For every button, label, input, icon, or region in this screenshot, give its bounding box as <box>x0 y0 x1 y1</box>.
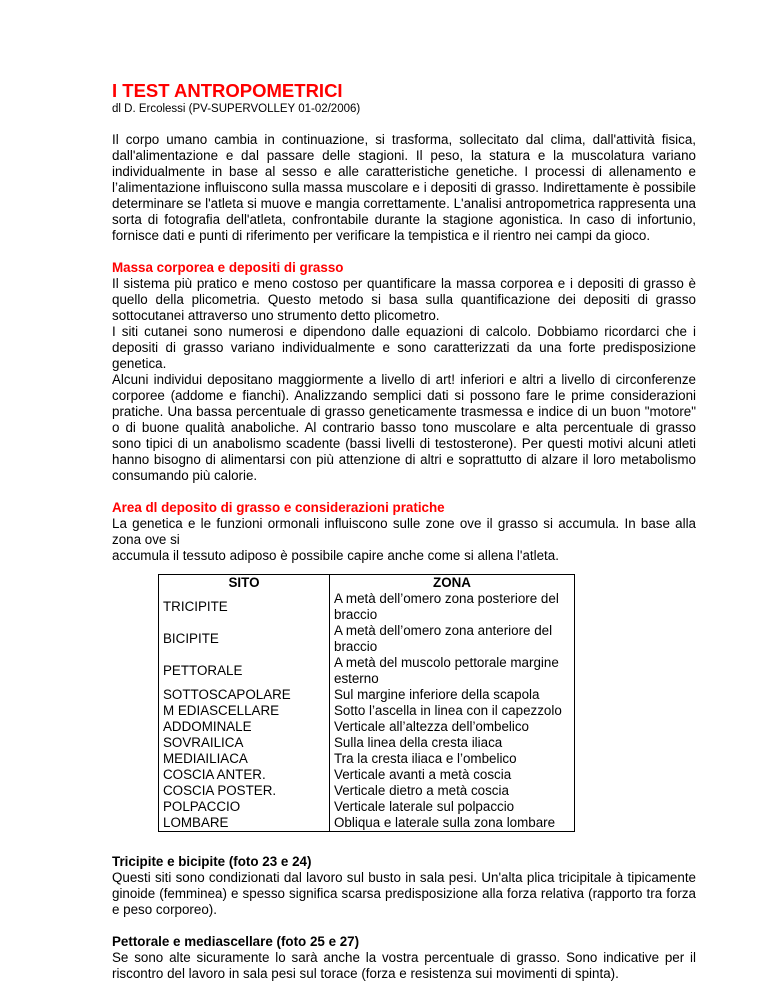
table-cell-site: SOVRAILICA <box>159 735 330 751</box>
table-row <box>159 703 575 719</box>
table-header-zone: ZONA <box>330 575 575 592</box>
table-cell-site: COSCIA POSTER. <box>159 783 330 799</box>
table-cell-site: LOMBARE <box>159 815 330 832</box>
table-row <box>159 767 575 783</box>
table-cell-zone: Sotto l’ascella in linea con il capezzolo <box>330 703 575 719</box>
table-cell-zone: A metà del muscolo pettorale margine esterno <box>330 655 575 687</box>
section-body-mass <box>112 260 696 484</box>
section-body-mass-paragraph-3: Alcuni individui depositano maggiormente a livello di art! inferiori e altri a livello di circonferenze corporee (addome e fianchi). Analizzando semplici dati si possono fare le prime considerazioni pratiche. Una bassa percentuale di grasso geneticamente trasmessa e indice di un buon "motore" o di buone qualità anaboliche. Al contrario basso tono muscolare e alta percentuale di grasso sono tipici di un anabolismo scadente (bassi livelli di testosterone). Per questi motivi alcuni atleti hanno bisogno di alimentarsi con più attenzione di altri e soprattutto di alzare il loro metabolismo consumando più calorie. <box>112 372 696 483</box>
table-row <box>159 735 575 751</box>
table-row <box>159 719 575 735</box>
table-row <box>159 815 575 832</box>
table-cell-site: ADDOMINALE <box>159 719 330 735</box>
table-cell-site: M EDIASCELLARE <box>159 703 330 719</box>
section-pectoral-heading: Pettorale e mediascellare (foto 25 e 27) <box>112 934 360 949</box>
section-triceps-biceps-paragraph: Questi siti sono condizionati dal lavoro sul busto in sala pesi. Un'alta plica tricipitale à tipicamente ginoide (femminea) e spesso significa scarsa predisposizione alla forza relativa (rapporto tra forza e peso corporeo). <box>112 870 696 917</box>
table-header-site: SITO <box>159 575 330 592</box>
table-row <box>159 751 575 767</box>
section-pectoral <box>112 934 696 982</box>
intro-paragraph: Il corpo umano cambia in continuazione, si trasforma, sollecitato dal clima, dall'attività fisica, dall'alimentazione e dal passare delle stagioni. Il peso, la statura e la muscolatura variano individualmente in base al sesso e alle caratteristiche genetiche. I processi di allenamento e l’alimentazione influiscono sulla massa muscolare e i depositi di grasso. Indirettamente è possibile determinare se l'atleta si muove e mangia correttamente. L'analisi antropometrica rappresenta una sorta di fotografia dell'atleta, confrontabile durante la stagione agonistica. In caso di infortunio, fornisce dati e punti di riferimento per verificare la tempistica e il rientro nei campi da gioco. <box>112 132 696 243</box>
section-triceps-biceps <box>112 854 696 918</box>
section-pectoral-paragraph: Se sono alte sicuramente lo sarà anche la vostra percentuale di grasso. Sono indicative per il riscontro del lavoro in sala pesi sul torace (forza e resistenza sui movimenti di spinta). <box>112 950 696 981</box>
table-row <box>159 687 575 703</box>
table-cell-zone: Verticale all’altezza dell’ombelico <box>330 719 575 735</box>
table-cell-zone: Sulla linea della cresta iliaca <box>330 735 575 751</box>
table-cell-zone: Verticale dietro a metà coscia <box>330 783 575 799</box>
table-cell-zone: Tra la cresta iliaca e l’ombelico <box>330 751 575 767</box>
section-body-mass-heading: Massa corporea e depositi di grasso <box>112 260 344 275</box>
section-fat-area <box>112 500 696 564</box>
table-row <box>159 655 575 687</box>
table-cell-site: SOTTOSCAPOLARE <box>159 687 330 703</box>
table-cell-zone: Obliqua e laterale sulla zona lombare <box>330 815 575 832</box>
section-fat-area-line-1: La genetica e le funzioni ormonali influiscono sulle zone ove il grasso si accumula. In base alla zona ove si <box>112 516 696 547</box>
table-cell-site: MEDIAILIACA <box>159 751 330 767</box>
table-cell-site: POLPACCIO <box>159 799 330 815</box>
table-row <box>159 623 575 655</box>
table-cell-zone: Verticale laterale sul polpaccio <box>330 799 575 815</box>
section-body-mass-paragraph-1: Il sistema più pratico e meno costoso per quantificare la massa corporea e i depositi di grasso è quello della plicometria. Questo metodo si basa sulla quantificazione dei depositi di grasso sottocutanei attraverso uno strumento detto plicometro. <box>112 276 696 323</box>
table-row <box>159 799 575 815</box>
section-triceps-biceps-heading: Tricipite e bicipite (foto 23 e 24) <box>112 854 312 869</box>
table-cell-site: PETTORALE <box>159 655 330 687</box>
document-byline: dl D. Ercolessi (PV-SUPERVOLLEY 01-02/2006) <box>112 103 361 115</box>
table-row <box>159 591 575 623</box>
intro-section <box>112 132 696 244</box>
table-cell-site: TRICIPITE <box>159 591 330 623</box>
table-cell-site: COSCIA ANTER. <box>159 767 330 783</box>
table-cell-site: BICIPITE <box>159 623 330 655</box>
table-cell-zone: A metà dell’omero zona posteriore del braccio <box>330 591 575 623</box>
section-body-mass-paragraph-2: I siti cutanei sono numerosi e dipendono dalle equazioni di calcolo. Dobbiamo ricordarci che i depositi di grasso variano individualmente e sono caratterizzati da una forte predisposizione genetica. <box>112 324 696 371</box>
section-fat-area-heading: Area dl deposito di grasso e considerazioni pratiche <box>112 500 445 515</box>
table-cell-zone: Sul margine inferiore della scapola <box>330 687 575 703</box>
sites-table-body <box>159 591 575 832</box>
document-page <box>112 80 696 998</box>
sites-table <box>158 574 575 832</box>
table-cell-zone: A metà dell’omero zona anteriore del braccio <box>330 623 575 655</box>
table-header-row <box>159 575 575 592</box>
table-row <box>159 783 575 799</box>
table-cell-zone: Verticale avanti a metà coscia <box>330 767 575 783</box>
document-title: I TEST ANTROPOMETRICI <box>112 80 343 101</box>
section-fat-area-line-2: accumula il tessuto adiposo è possibile capire anche come si allena l'atleta. <box>112 548 559 563</box>
